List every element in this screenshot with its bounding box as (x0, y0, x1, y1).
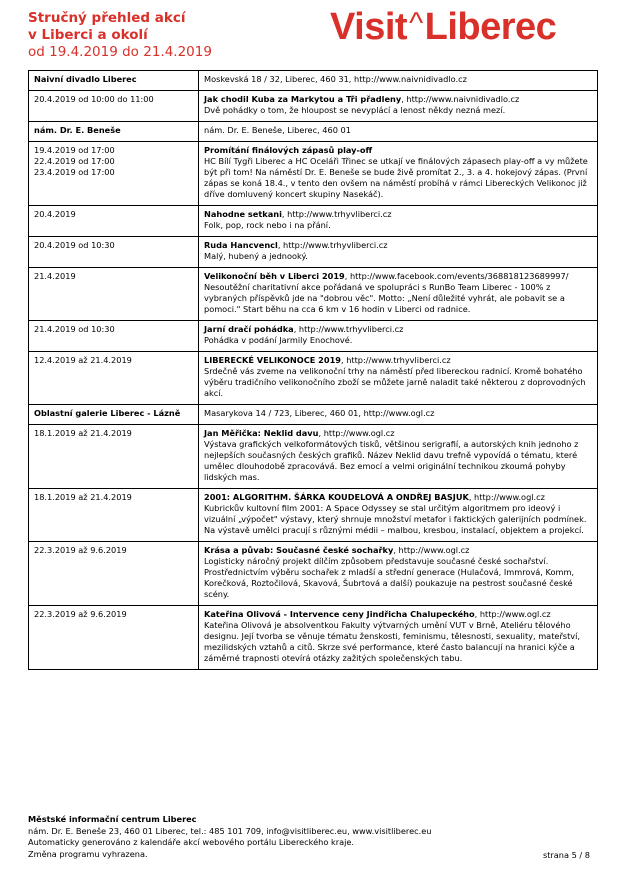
event-title: Velikonoční běh v Liberci 2019 (204, 271, 345, 281)
event-url: , http://www.ogl.cz (393, 545, 470, 555)
event-details (199, 268, 598, 321)
event-details (199, 142, 598, 206)
event-row (29, 489, 598, 542)
event-title: LIBERECKÉ VELIKONOCE 2019 (204, 355, 341, 365)
venue-name (29, 122, 199, 142)
event-dates (29, 321, 199, 352)
venue-row (29, 71, 598, 91)
event-url: , http://www.naivnidivadlo.cz (401, 94, 520, 104)
event-title: Ruda Hancvencl (204, 240, 278, 250)
footer-contact: nám. Dr. E. Beneše 23, 460 01 Liberec, tel.: 485 101 709, info@visitliberec.eu, www.visitliberec.eu (28, 825, 432, 836)
event-row (29, 542, 598, 606)
venue-address-text: Moskevská 18 / 32, Liberec, 460 31, http://www.naivnidivadlo.cz (204, 74, 467, 84)
footer-org: Městské informační centrum Liberec (28, 814, 197, 824)
event-title: Kateřina Olivová - Intervence ceny Jindřicha Chalupeckého (204, 609, 475, 619)
event-date: 22.3.2019 až 9.6.2019 (34, 545, 127, 555)
footer (28, 814, 598, 860)
event-details (199, 321, 598, 352)
event-details (199, 542, 598, 606)
event-dates (29, 489, 199, 542)
event-date: 12.4.2019 až 21.4.2019 (34, 355, 132, 365)
logo-text-visit: Visit (330, 6, 408, 48)
page-number: strana 5 / 8 (542, 850, 590, 860)
document-title (28, 10, 288, 61)
event-url: , http://www.trhyvliberci.cz (281, 209, 392, 219)
venue-row (29, 405, 598, 425)
event-row (29, 268, 598, 321)
event-url: , http://www.ogl.cz (318, 428, 395, 438)
event-date: 20.4.2019 od 10:00 do 11:00 (34, 94, 154, 104)
event-row (29, 206, 598, 237)
title-line-2: v Liberci a okolí (28, 27, 148, 43)
event-details (199, 237, 598, 268)
event-url: , http://www.ogl.cz (474, 609, 551, 619)
event-title: Nahodne setkani (204, 209, 282, 219)
event-details (199, 489, 598, 542)
event-date: 19.4.2019 od 17:00 (34, 145, 115, 155)
event-date: 23.4.2019 od 17:00 (34, 167, 115, 177)
venue-address (199, 122, 598, 142)
footer-note-generated: Automaticky generováno z kalendáře akcí webového portálu Libereckého kraje. (28, 837, 355, 847)
event-description: Logisticky náročný projekt dílčím způsobem představuje současné české sochařství. Prostřednictvím výběru sochařek z mladší a střední generace (Hulačová, Immrová, Komm, Korečková, Roztočilová, Skavová, Šubrtová a další) poukazuje na pestrost současné české scény. (204, 556, 575, 599)
event-row (29, 142, 598, 206)
event-dates (29, 237, 199, 268)
event-row (29, 606, 598, 670)
event-description: Nesoutěžní charitativní akce pořádaná ve spolupráci s RunBo Team Liberec - 100% z vybraných příspěvků jde na "dobrou věc". Motto: „Není důležité vyhrát, ale pobavit se a pomoci." Start běhu na cca 6 km v 16 hodin v Liberci od radnice. (204, 282, 565, 314)
venue-name (29, 71, 199, 91)
event-description: Kateřina Olivová je absolventkou Fakulty výtvarných umění VUT v Brně, Ateliéru tělového designu. Její tvorba se věnuje tématu ženskosti, feminismu, tělesnosti, sexuality, mateřství, mezilidských vztahů a citů. Skrze své performance, které často balancují na hranici kýče a záměrné trapnosti otevírá otázky zažitých společenských tabu. (204, 620, 581, 663)
event-description: Srdečně vás zveme na velikonoční trhy na náměstí před libereckou radnicí. Kromě bohatého výběru tradičního velikonočního zboží se můžete jarně naladit také některou z doprovodných akcí. (204, 366, 586, 398)
event-title: Jan Měřička: Neklid davu (204, 428, 319, 438)
event-title: Promítání finálových zápasů play-off (204, 145, 373, 155)
event-details (199, 352, 598, 405)
event-row (29, 321, 598, 352)
event-description: Malý, hubený a jednooký. (204, 251, 308, 261)
event-date: 20.4.2019 (34, 209, 76, 219)
venue-name-text: Oblastní galerie Liberec - Lázně (34, 408, 181, 418)
venue-name (29, 405, 199, 425)
event-dates (29, 142, 199, 206)
event-row (29, 237, 598, 268)
event-description: Kubrickův kultovní film 2001: A Space Odyssey se stal určitým algoritmem pro ideový i vizuální „výpočet" výstavy, který shrnuje množství metafor i faktických galerijních podmínek. Na výstavě umělci pracují s různými médii – malbou, kresbou, instalací, objektem a projekcí. (204, 503, 587, 535)
event-row (29, 91, 598, 122)
event-description: Folk, pop, rock nebo i na přání. (204, 220, 331, 230)
event-description: HC Bílí Tygři Liberec a HC Oceláři Třinec se utkají ve finálových zápasech play-off a vy můžete být při tom! Na náměstí Dr. E. Beneše se bude živě promítat 2., 3. a 4. hokejový zápas. (První zápas se koná 18.4., v tento den ovšem na náměstí probíhá v rámci Libereckých Velikonoc již dříve domluvený koncert skupiny Nasekáč). (204, 156, 588, 199)
visit-liberec-logo (330, 4, 600, 50)
event-dates (29, 606, 199, 670)
event-details (199, 91, 598, 122)
event-dates (29, 268, 199, 321)
venue-address-text: Masarykova 14 / 723, Liberec, 460 01, http://www.ogl.cz (204, 408, 435, 418)
event-dates (29, 206, 199, 237)
event-url: , http://www.trhyvliberci.cz (277, 240, 388, 250)
event-description: Výstava grafických velkoformátových tisků, většinou serigrafií, a autorských knih jednoho z nejlepších současných českých grafiků. Název Neklid davu trefně vypovídá o tématu, které umělec dlouhodobě zpracovává. Bez emocí a velmi originální technikou zkoumá pohyby lidských mas. (204, 439, 579, 482)
event-date: 21.4.2019 od 10:30 (34, 324, 115, 334)
event-date: 18.1.2019 až 21.4.2019 (34, 492, 132, 502)
venue-address (199, 405, 598, 425)
logo-text-liberec: Liberec (424, 6, 557, 48)
event-url: , http://www.facebook.com/events/368818123689997/ (344, 271, 569, 281)
venue-row (29, 122, 598, 142)
event-details (199, 206, 598, 237)
event-date: 21.4.2019 (34, 271, 76, 281)
event-dates (29, 352, 199, 405)
event-date: 22.4.2019 od 17:00 (34, 156, 115, 166)
event-title: Jarní dračí pohádka (204, 324, 294, 334)
footer-note-changes: Změna programu vyhrazena. (28, 848, 148, 859)
event-date: 22.3.2019 až 9.6.2019 (34, 609, 127, 619)
venue-name-text: nám. Dr. E. Beneše (34, 125, 121, 135)
event-date: 18.1.2019 až 21.4.2019 (34, 428, 132, 438)
event-description: Pohádka v podání Jarmily Enochové. (204, 335, 353, 345)
event-title: 2001: ALGORITHM. ŠÁRKA KOUDELOVÁ A ONDŘEJ BASJUK (204, 492, 469, 502)
event-title: Krása a půvab: Současné české sochařky (204, 545, 394, 555)
logo-caret: ^ (409, 7, 423, 40)
event-description: Dvě pohádky o tom, že hloupost se nevyplácí a lenost někdy nezná mezí. (204, 105, 506, 115)
event-url: , http://www.trhyvliberci.cz (293, 324, 404, 334)
event-details (199, 425, 598, 489)
venue-address-text: nám. Dr. E. Beneše, Liberec, 460 01 (204, 125, 351, 135)
events-table (28, 70, 598, 670)
event-details (199, 606, 598, 670)
event-url: , http://www.ogl.cz (468, 492, 545, 502)
event-title: Jak chodil Kuba za Markytou a Tři přadleny (204, 94, 402, 104)
venue-name-text: Naivní divadlo Liberec (34, 74, 137, 84)
event-dates (29, 425, 199, 489)
event-url: , http://www.trhyvliberci.cz (340, 355, 451, 365)
event-row (29, 425, 598, 489)
date-range: od 19.4.2019 do 21.4.2019 (28, 44, 212, 60)
event-dates (29, 542, 199, 606)
event-date: 20.4.2019 od 10:30 (34, 240, 115, 250)
title-line-1: Stručný přehled akcí (28, 10, 186, 26)
event-dates (29, 91, 199, 122)
venue-address (199, 71, 598, 91)
event-row (29, 352, 598, 405)
